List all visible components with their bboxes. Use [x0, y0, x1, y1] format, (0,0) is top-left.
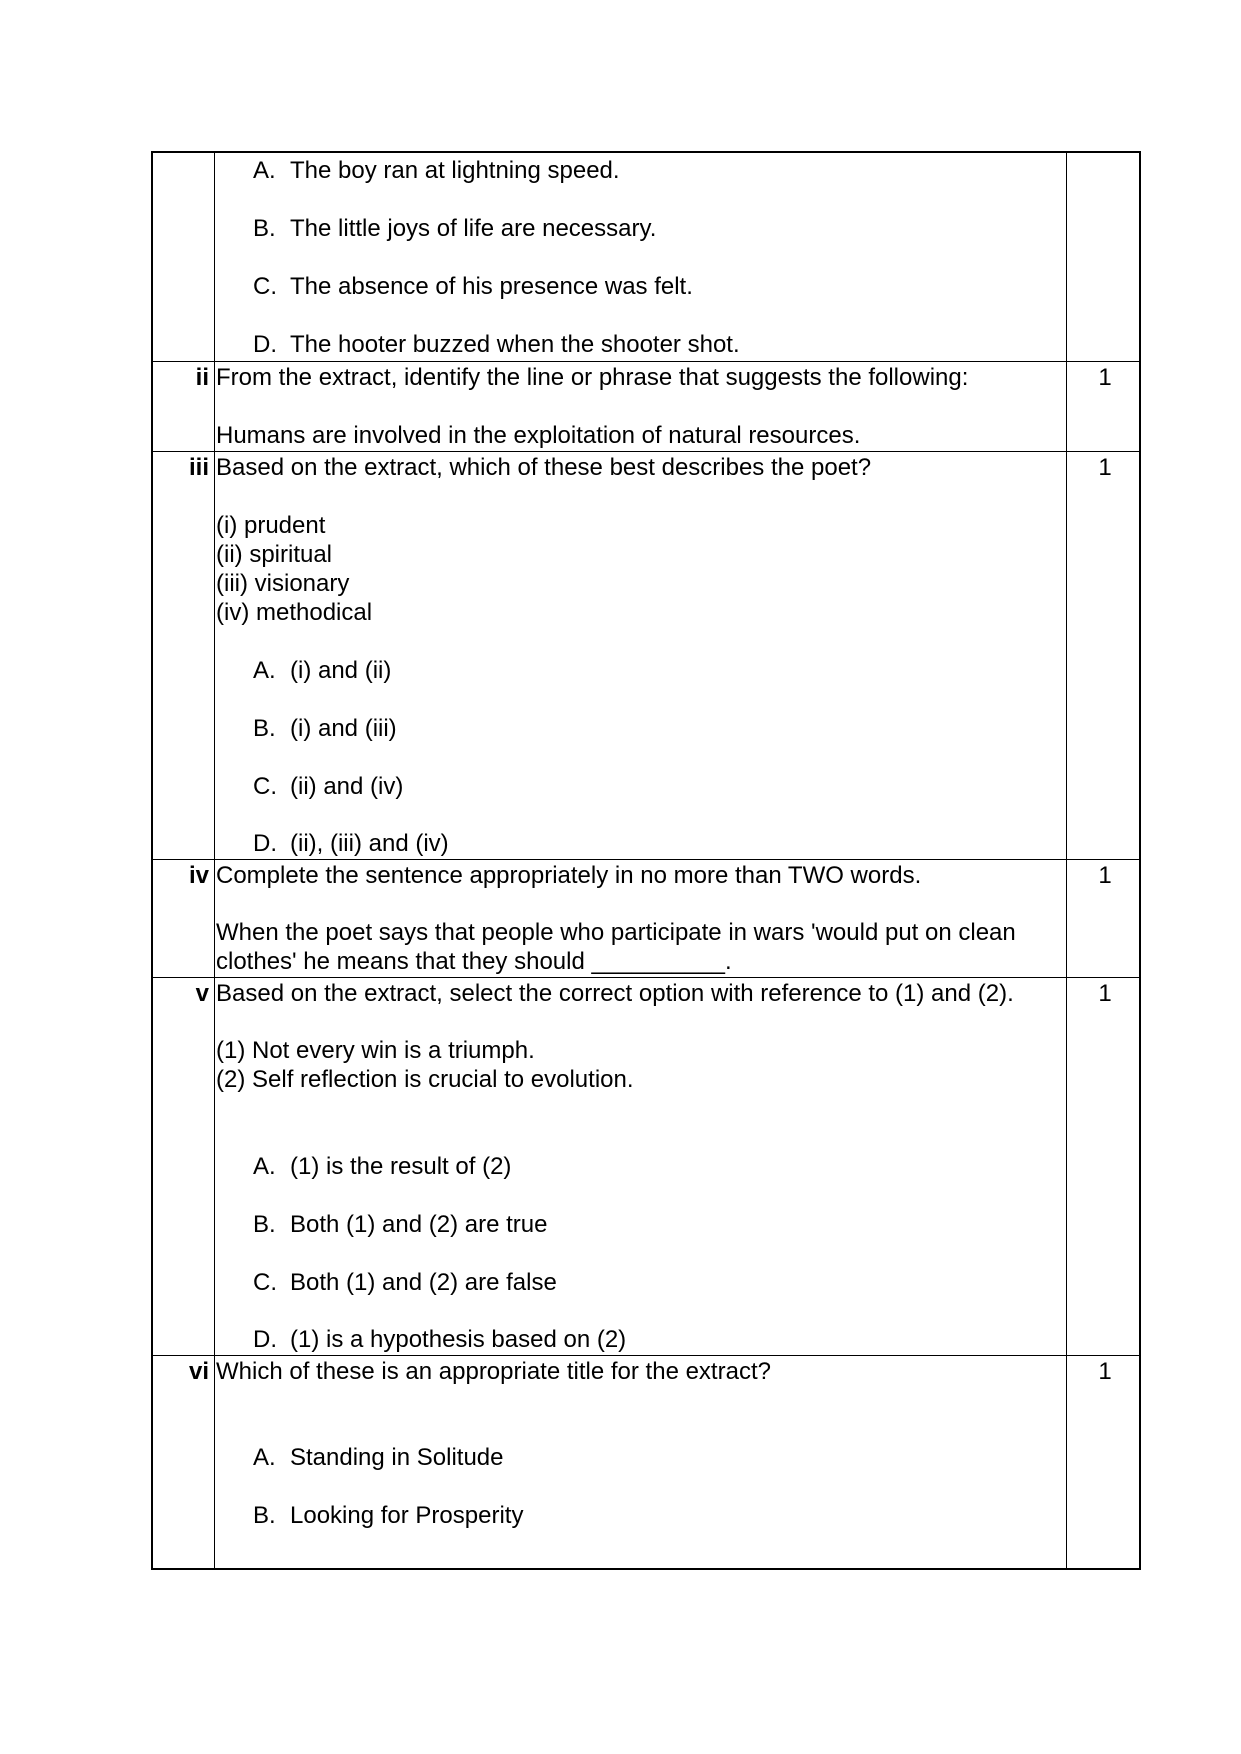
option-text: The hooter buzzed when the shooter shot.	[290, 331, 740, 358]
option-text: Both (1) and (2) are true	[290, 1211, 548, 1238]
question-marks: 1	[1098, 1358, 1112, 1385]
option-letter: B.	[253, 1211, 276, 1238]
question-text: Based on the extract, which of these best describes the poet?	[216, 454, 872, 481]
question-number: vi	[188, 1358, 209, 1385]
option-letter: D.	[253, 1326, 277, 1353]
option-text: (i) and (iii)	[290, 715, 397, 742]
row-divider	[153, 451, 1139, 452]
question-line: (ii) spiritual	[216, 541, 333, 568]
question-marks: 1	[1098, 980, 1112, 1007]
option-letter: B.	[253, 715, 276, 742]
question-line: clothes' he means that they should __________.	[216, 948, 732, 975]
option-text: Looking for Prosperity	[290, 1502, 524, 1529]
option-letter: C.	[253, 273, 277, 300]
option-text: (ii), (iii) and (iv)	[290, 830, 449, 857]
option-text: (1) is a hypothesis based on (2)	[290, 1326, 627, 1353]
option-letter: B.	[253, 215, 276, 242]
question-marks: 1	[1098, 454, 1112, 481]
question-line: (i) prudent	[216, 512, 326, 539]
option-letter: A.	[253, 1444, 276, 1471]
question-line: When the poet says that people who participate in wars 'would put on clean	[216, 919, 1016, 946]
row-divider	[153, 977, 1139, 978]
option-letter: C.	[253, 773, 277, 800]
option-letter: D.	[253, 331, 277, 358]
option-text: (i) and (ii)	[290, 657, 392, 684]
question-text: Complete the sentence appropriately in no more than TWO words.	[216, 862, 922, 889]
option-letter: A.	[253, 157, 276, 184]
option-text: The little joys of life are necessary.	[290, 215, 657, 242]
option-letter: D.	[253, 830, 277, 857]
row-divider	[153, 859, 1139, 860]
question-marks: 1	[1098, 862, 1112, 889]
question-text: Based on the extract, select the correct option with reference to (1) and (2).	[216, 980, 1014, 1007]
option-text: Standing in Solitude	[290, 1444, 504, 1471]
question-number: iii	[188, 454, 209, 481]
option-letter: C.	[253, 1269, 277, 1296]
option-text: The boy ran at lightning speed.	[290, 157, 620, 184]
row-divider	[153, 1355, 1139, 1356]
question-text: From the extract, identify the line or phrase that suggests the following:	[216, 364, 969, 391]
option-text: The absence of his presence was felt.	[290, 273, 693, 300]
option-text: (1) is the result of (2)	[290, 1153, 512, 1180]
question-number: ii	[195, 364, 209, 391]
question-table	[151, 151, 1141, 1570]
question-marks: 1	[1098, 364, 1112, 391]
option-letter: B.	[253, 1502, 276, 1529]
question-number: v	[195, 980, 209, 1007]
question-line: (2) Self reflection is crucial to evolution.	[216, 1066, 634, 1093]
row-divider	[153, 361, 1139, 362]
question-line: (iii) visionary	[216, 570, 350, 597]
option-text: Both (1) and (2) are false	[290, 1269, 557, 1296]
question-line: Humans are involved in the exploitation of natural resources.	[216, 422, 861, 449]
option-letter: A.	[253, 1153, 276, 1180]
question-line: (1) Not every win is a triumph.	[216, 1037, 535, 1064]
question-number: iv	[188, 862, 209, 889]
question-text: Which of these is an appropriate title for the extract?	[216, 1358, 771, 1385]
option-text: (ii) and (iv)	[290, 773, 404, 800]
question-line: (iv) methodical	[216, 599, 373, 626]
option-letter: A.	[253, 657, 276, 684]
